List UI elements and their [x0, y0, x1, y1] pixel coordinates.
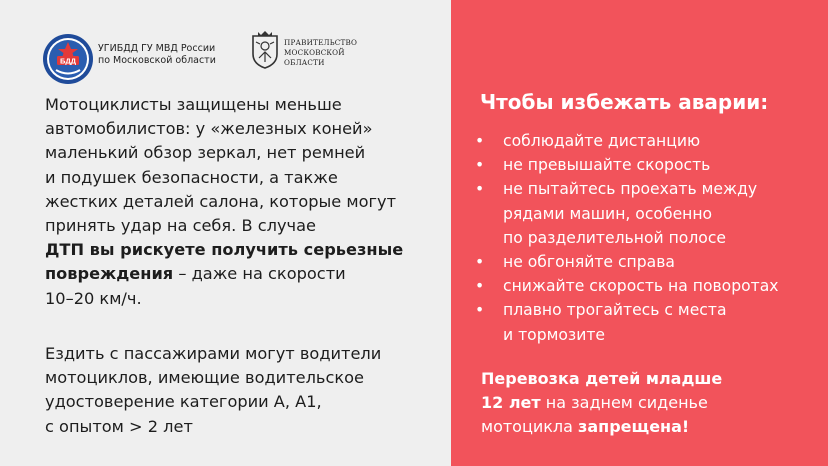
p2-line: Ездить с пассажирами могут водители [45, 344, 382, 363]
tip-text: и тормозите [503, 325, 606, 344]
tip-text: по разделительной полосе [503, 228, 726, 247]
warning-text: мотоцикла [481, 417, 579, 436]
motorcyclists-paragraph [45, 93, 445, 311]
org1-line1: УГИБДД ГУ МВД России [98, 43, 216, 54]
p2-line: с опытом > 2 лет [45, 416, 193, 436]
org1-line2: по Московской области [98, 55, 216, 66]
p2-line: удостоверение категории А, А1, [45, 392, 322, 412]
p1-line: и подушек безопасности, а также [45, 167, 338, 187]
warning-bold-text: запрещена! [578, 417, 690, 436]
tip-text: снижайте скорость на поворотах [503, 277, 779, 296]
p1-bold-text: ДТП вы рискуете получить серьезные [45, 240, 404, 260]
tip-text: • не пытайтесь проехать между [503, 180, 758, 199]
tips-title: Чтобы избежать аварии: [480, 90, 769, 114]
tip-item [475, 177, 779, 250]
p1-line: 10–20 км/ч. [45, 288, 142, 308]
passengers-paragraph [45, 342, 445, 439]
right-panel [451, 0, 828, 466]
tip-item [475, 153, 779, 177]
p1-line: принять удар на себя. В случае [45, 216, 316, 236]
tip-text: не превышайте скорость [503, 156, 711, 175]
tip-text: не обгоняйте справа [503, 253, 675, 272]
warning-text: на заднем сиденье [540, 393, 708, 412]
p1-line: автомобилистов: у «железных коней» [45, 119, 373, 139]
org2-name [284, 38, 357, 68]
warning-bold-text: Перевозка детей младше [481, 369, 723, 388]
p2-line: мотоциклов, имеющие водительское [45, 368, 365, 388]
tip-item [475, 250, 779, 274]
p1-line: маленький обзор зеркал, нет ремней [45, 143, 366, 163]
tip-text: соблюдайте дистанцию [503, 132, 701, 150]
org1-name [98, 43, 216, 67]
children-warning [481, 367, 722, 439]
moscow-region-coat-of-arms-icon [250, 30, 280, 70]
org2-line2: МОСКОВСКОЙ [284, 48, 345, 57]
p1-text: – даже на скорости [173, 264, 346, 284]
warning-bold-text: 12 лет [481, 393, 541, 412]
gibdd-emblem-icon [42, 33, 94, 85]
p1-bold-text: повреждения [45, 264, 174, 284]
tips-list [475, 129, 779, 347]
badge-text: БДД [59, 56, 77, 66]
org2-line1: ПРАВИТЕЛЬСТВО [284, 38, 358, 47]
tip-item [475, 298, 779, 346]
p1-line: Мотоциклисты защищены меньше [45, 95, 342, 114]
org2-line3: ОБЛАСТИ [284, 58, 325, 67]
p1-line: жестких деталей салона, которые могут [45, 191, 397, 211]
tip-text: • плавно трогайтесь с места [503, 301, 727, 320]
tip-item [475, 129, 779, 153]
tip-text: рядами машин, особенно [503, 204, 713, 223]
tip-item [475, 274, 779, 298]
